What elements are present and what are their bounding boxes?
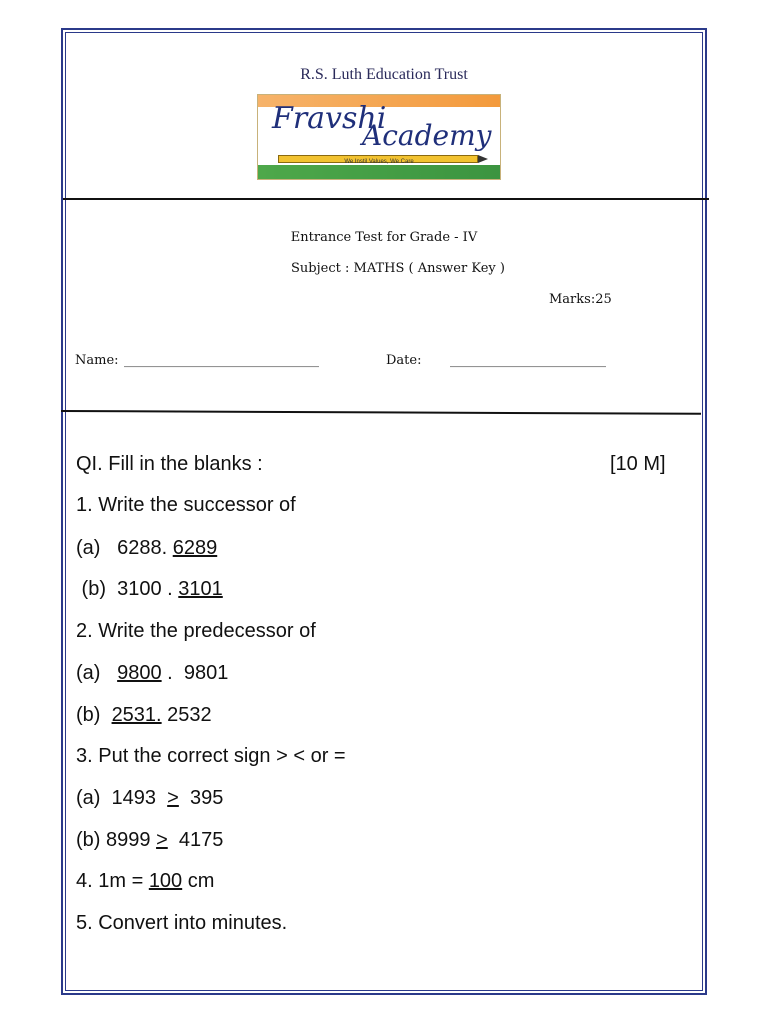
header-divider (63, 198, 709, 200)
question-4: 4. 1m = 100 cm (76, 870, 215, 892)
answer-2b: 2531. (111, 704, 162, 726)
date-label: Date: (386, 353, 422, 368)
question-3b: (b) 8999 > 4175 (76, 829, 224, 851)
section-marks: [10 M] (610, 453, 666, 475)
trust-name: R.S. Luth Education Trust (300, 66, 468, 83)
question-1: 1. Write the successor of (76, 494, 296, 516)
answer-4: 100 (148, 870, 183, 892)
test-title: Entrance Test for Grade - IV (290, 230, 478, 245)
question-1b: (b) 3100 . 3101 (76, 578, 223, 600)
logo-text-line1: Fravshi (272, 101, 387, 136)
question-2a: (a) 9800 . 9801 (76, 662, 229, 684)
answer-1a: 6289 (172, 537, 218, 559)
test-subject: Subject : MATHS ( Answer Key ) (291, 261, 505, 276)
question-3a: (a) 1493 > 395 (76, 787, 224, 809)
logo-tagline: We Instil Values, We Care (344, 159, 414, 165)
question-2: 2. Write the predecessor of (76, 620, 316, 642)
answer-1b: 3101 (178, 578, 223, 600)
academy-logo (257, 94, 501, 180)
logo-band-green (258, 165, 500, 179)
answer-2a: 9800 (117, 662, 162, 684)
date-blank[interactable]: ________________________ (450, 353, 606, 368)
question-5: 5. Convert into minutes. (76, 912, 288, 934)
section-heading: QI. Fill in the blanks : (76, 453, 263, 475)
answer-3a: > (167, 787, 179, 809)
name-label: Name: (75, 353, 119, 368)
question-2b: (b) 2531. 2532 (76, 704, 212, 726)
name-blank[interactable]: ______________________________ (124, 353, 319, 368)
logo-text-line2: Academy (362, 119, 492, 152)
test-marks: Marks:25 (549, 292, 612, 307)
answer-3b: > (156, 829, 168, 851)
question-3: 3. Put the correct sign > < or = (76, 745, 346, 767)
question-1a: (a) 6288. 6289 (76, 537, 218, 559)
